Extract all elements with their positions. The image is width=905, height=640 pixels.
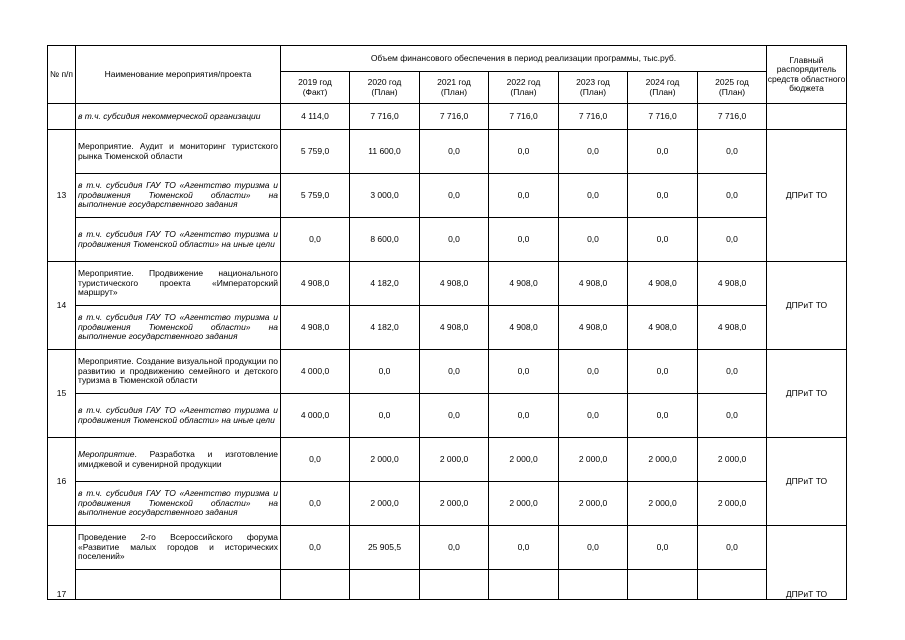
value-cell: 0,0 — [628, 218, 698, 262]
value-cell: 0,0 — [420, 350, 489, 394]
value-cell: 0,0 — [420, 394, 489, 438]
value-cell: 4 908,0 — [420, 306, 489, 350]
value-cell: 7 716,0 — [559, 104, 628, 130]
year-header: 2022 год (План) — [489, 72, 559, 104]
value-cell: 0,0 — [489, 218, 559, 262]
value-cell: 7 716,0 — [489, 104, 559, 130]
value-cell: 11 600,0 — [350, 130, 420, 174]
year-header: 2020 год (План) — [350, 72, 420, 104]
value-cell: 7 716,0 — [698, 104, 767, 130]
finance-table — [47, 45, 847, 600]
value-cell: 0,0 — [420, 130, 489, 174]
value-cell: 4 908,0 — [698, 262, 767, 306]
header-manager: Главный распорядитель средств областного бюджета — [767, 46, 847, 104]
table-row — [48, 306, 847, 350]
value-cell: 2 000,0 — [420, 438, 489, 482]
row-name: в т.ч. субсидия некоммерческой организации — [76, 104, 281, 130]
value-cell: 0,0 — [420, 526, 489, 570]
value-cell: 5 759,0 — [281, 130, 350, 174]
value-cell: 4 908,0 — [559, 306, 628, 350]
value-cell: 0,0 — [559, 218, 628, 262]
value-cell: 4 908,0 — [559, 262, 628, 306]
value-cell: 0,0 — [489, 526, 559, 570]
value-cell: 0,0 — [698, 174, 767, 218]
value-cell: 0,0 — [350, 350, 420, 394]
value-cell: 0,0 — [628, 174, 698, 218]
value-cell: 4 908,0 — [489, 262, 559, 306]
value-cell: 2 000,0 — [350, 482, 420, 526]
row-name: Мероприятие. Создание визуальной продукции по развитию и продвижению семейного и детского туризма в Тюменской области — [76, 350, 281, 394]
row-name: Мероприятие. Аудит и мониторинг туристского рынка Тюменской области — [76, 130, 281, 174]
value-cell: 7 716,0 — [420, 104, 489, 130]
manager-cell: ДПРиТ ТО — [767, 130, 847, 262]
value-cell: 0,0 — [698, 394, 767, 438]
value-cell: 4 908,0 — [420, 262, 489, 306]
value-cell: 2 000,0 — [698, 438, 767, 482]
value-cell: 0,0 — [281, 438, 350, 482]
value-cell: 0,0 — [628, 526, 698, 570]
value-cell: 2 000,0 — [698, 482, 767, 526]
value-cell: 0,0 — [281, 482, 350, 526]
value-cell: 0,0 — [559, 394, 628, 438]
value-cell: 0,0 — [628, 350, 698, 394]
row-number: 15 — [48, 350, 76, 438]
value-cell: 4 114,0 — [281, 104, 350, 130]
value-cell: 0,0 — [628, 130, 698, 174]
row-number: 17 — [48, 526, 76, 600]
row-number — [48, 104, 76, 130]
row-number: 14 — [48, 262, 76, 350]
value-cell: 4 908,0 — [281, 262, 350, 306]
value-cell: 2 000,0 — [628, 438, 698, 482]
value-cell: 0,0 — [489, 394, 559, 438]
manager-cell: ДПРиТ ТО — [767, 262, 847, 350]
value-cell: 2 000,0 — [350, 438, 420, 482]
table-row — [48, 482, 847, 526]
value-cell: 4 908,0 — [628, 306, 698, 350]
table-row — [48, 262, 847, 306]
value-cell: 5 759,0 — [281, 174, 350, 218]
row-name: в т.ч. субсидия ГАУ ТО «Агентство туризма и продвижения Тюменской области» на выполнение государственного задания — [76, 482, 281, 526]
value-cell: 0,0 — [281, 526, 350, 570]
value-cell: 0,0 — [420, 174, 489, 218]
row-name: Проведение 2-го Всероссийского форума «Развитие малых городов и исторических поселений» — [76, 526, 281, 570]
manager-cell: ДПРиТ ТО — [767, 350, 847, 438]
year-header: 2023 год (План) — [559, 72, 628, 104]
table-row — [48, 438, 847, 482]
value-cell: 0,0 — [420, 218, 489, 262]
value-cell: 2 000,0 — [559, 438, 628, 482]
value-cell: 3 000,0 — [350, 174, 420, 218]
value-cell: 0,0 — [559, 526, 628, 570]
value-cell: 2 000,0 — [489, 482, 559, 526]
value-cell: 4 182,0 — [350, 306, 420, 350]
manager-cell: ДПРиТ ТО — [767, 438, 847, 526]
value-cell: 4 182,0 — [350, 262, 420, 306]
value-cell: 4 908,0 — [628, 262, 698, 306]
value-cell: 7 716,0 — [628, 104, 698, 130]
row-number: 16 — [48, 438, 76, 526]
value-cell: 0,0 — [628, 394, 698, 438]
header-name: Наименование мероприятия/проекта — [76, 46, 281, 104]
document-sheet — [47, 45, 846, 599]
row-name: в т.ч. субсидия ГАУ ТО «Агентство туризма и продвижения Тюменской области» на выполнение государственного задания — [76, 174, 281, 218]
value-cell: 2 000,0 — [420, 482, 489, 526]
row-number: 13 — [48, 130, 76, 262]
header-finance-title: Объем финансового обеспечения в период реализации программы, тыс.руб. — [281, 46, 767, 72]
value-cell: 8 600,0 — [350, 218, 420, 262]
value-cell: 0,0 — [350, 394, 420, 438]
table-row — [48, 104, 847, 130]
table-row — [48, 526, 847, 570]
value-cell: 2 000,0 — [628, 482, 698, 526]
value-cell: 0,0 — [559, 130, 628, 174]
table-row — [48, 394, 847, 438]
table-row — [48, 218, 847, 262]
value-cell: 0,0 — [698, 130, 767, 174]
value-cell: 0,0 — [698, 350, 767, 394]
value-cell: 4 908,0 — [281, 306, 350, 350]
row-name: Мероприятие. Разработка и изготовление имиджевой и сувенирной продукции — [76, 438, 281, 482]
value-cell: 4 000,0 — [281, 394, 350, 438]
value-cell: 0,0 — [698, 526, 767, 570]
row-name: Мероприятие. Продвижение национального туристического проекта «Императорский маршрут» — [76, 262, 281, 306]
row-name: в т.ч. субсидия ГАУ ТО «Агентство туризма и продвижения Тюменской области» на иные цели — [76, 394, 281, 438]
table-row — [48, 130, 847, 174]
value-cell: 0,0 — [698, 218, 767, 262]
value-cell: 2 000,0 — [559, 482, 628, 526]
table-row — [48, 174, 847, 218]
value-cell: 0,0 — [489, 350, 559, 394]
value-cell: 0,0 — [559, 350, 628, 394]
year-header: 2019 год (Факт) — [281, 72, 350, 104]
value-cell: 7 716,0 — [350, 104, 420, 130]
value-cell: 25 905,5 — [350, 526, 420, 570]
manager-cell: ДПРиТ ТО — [767, 526, 847, 600]
value-cell: 2 000,0 — [489, 438, 559, 482]
year-header: 2021 год (План) — [420, 72, 489, 104]
value-cell: 0,0 — [489, 174, 559, 218]
header-number: № п/п — [48, 46, 76, 104]
value-cell: 0,0 — [281, 218, 350, 262]
year-header: 2024 год (План) — [628, 72, 698, 104]
value-cell: 4 908,0 — [698, 306, 767, 350]
value-cell: 4 000,0 — [281, 350, 350, 394]
value-cell: 0,0 — [559, 174, 628, 218]
row-name: в т.ч. субсидия ГАУ ТО «Агентство туризма и продвижения Тюменской области» на иные цели — [76, 218, 281, 262]
year-header: 2025 год (План) — [698, 72, 767, 104]
value-cell: 0,0 — [489, 130, 559, 174]
value-cell: 4 908,0 — [489, 306, 559, 350]
row-name: в т.ч. субсидия ГАУ ТО «Агентство туризма и продвижения Тюменской области» на выполнение государственного задания — [76, 306, 281, 350]
table-row — [48, 570, 847, 600]
manager-cell — [767, 104, 847, 130]
table-row — [48, 350, 847, 394]
